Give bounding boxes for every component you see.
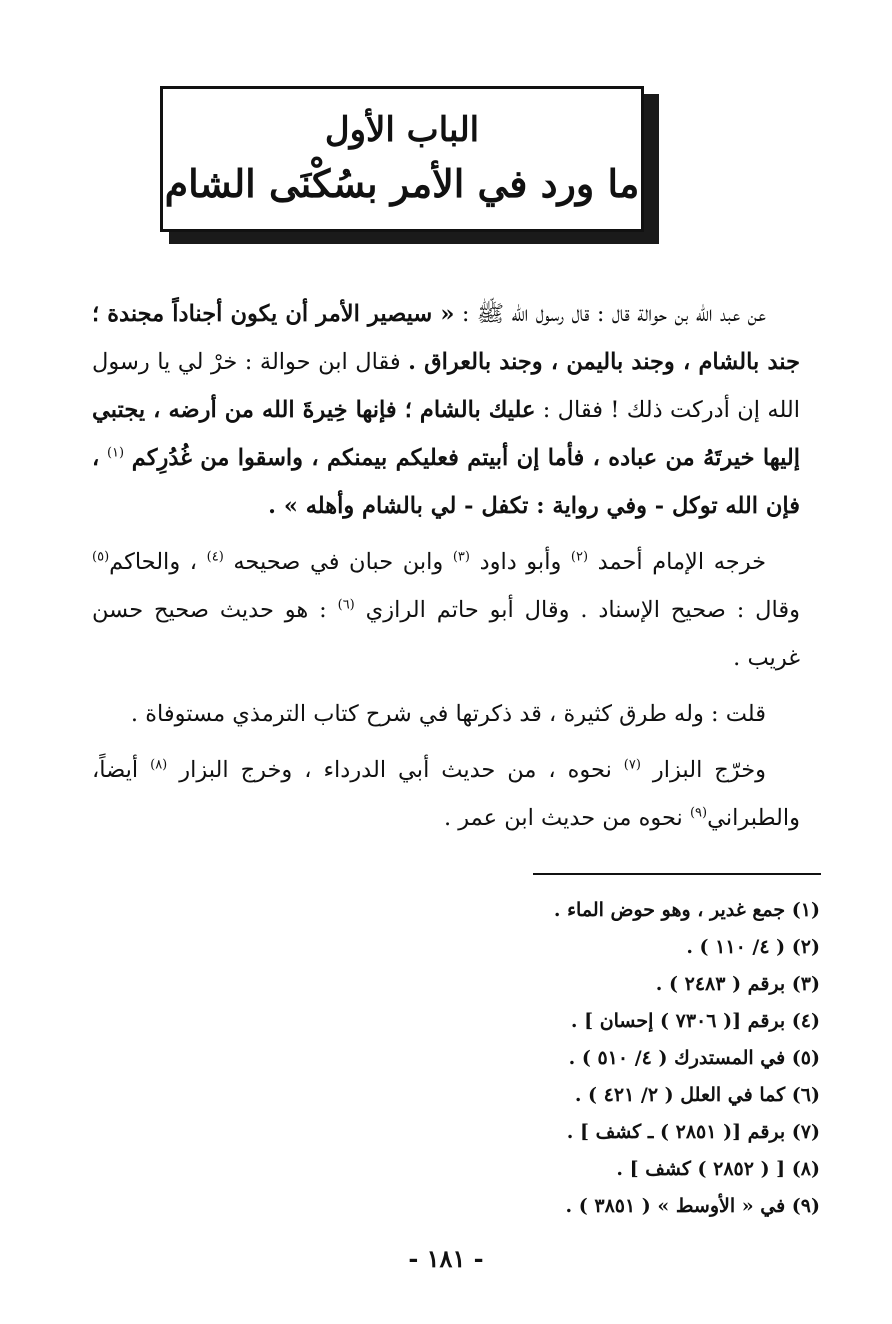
footnote-8: (٨) [ ( ٢٨٥٢ ) كشف ] . [616, 1158, 820, 1180]
hadith-intro: عن عبد الله بن حوالة قال : قال رسول الله ﷺ : [461, 301, 766, 327]
paragraph-other-narrations [92, 746, 800, 842]
hadith-quote-b: عليك بالشام ؛ فإنها خِيرةَ الله من أرضه ، يجتبي إليها خيرتَهُ من عباده ، فأما إن أبيتم فعليكم بيمنكم ، واسقوا من غُدُرِكم [92, 397, 800, 471]
main-text [92, 290, 800, 850]
takhrij-text-2: وأبو داود [479, 549, 562, 575]
hadith-mid: فقال ابن حوالة : خرْ لي يا رسول الله إن أدركت ذلك ! فقال : [92, 349, 800, 423]
footnote-9: (٩) في « الأوسط » ( ٣٨٥١ ) . [565, 1195, 820, 1217]
chapter-title-box [160, 86, 644, 232]
hadith-quote-a: « سيصير الأمر أن يكون أجناداً مجندة ؛ جند بالشام ، وجند باليمن ، وجند بالعراق . [92, 301, 800, 375]
footnote-6: (٦) كما في العلل ( ٢/ ٤٢١ ) . [574, 1084, 820, 1106]
footnote-ref-6[interactable]: (٦) [337, 597, 355, 613]
narration-text-3: أيضاً، والطبراني [92, 757, 800, 831]
chapter-title: الباب الأول [324, 110, 480, 151]
takhrij-text-5: وقال : صحيح الإسناد . وقال أبو حاتم الرازي [365, 597, 800, 623]
hadith-quote-c: ، فإن الله توكل - وفي رواية : تكفل - لي بالشام وأهله » . [92, 445, 800, 519]
takhrij-text-6: : هو حديث صحيح حسن غريب . [92, 597, 800, 671]
footnote-ref-9[interactable]: (٩) [689, 805, 708, 821]
paragraph-note: قلت : وله طرق كثيرة ، قد ذكرتها في شرح كتاب الترمذي مستوفاة . [130, 701, 766, 727]
paragraph-hadith [92, 290, 800, 530]
footnote-separator [533, 873, 821, 875]
footnote-ref-2[interactable]: (٢) [570, 549, 589, 565]
footnote-ref-1[interactable]: (١) [106, 445, 125, 461]
footnote-4: (٤) برقم [( ٧٣٠٦ ) إحسان ] . [570, 1010, 820, 1032]
chapter-subtitle: ما ورد في الأمر بسُكْنَى الشام [164, 161, 640, 207]
footnote-3: (٣) برقم ( ٢٤٨٣ ) . [655, 973, 820, 995]
footnote-7: (٧) برقم [( ٢٨٥١ ) ـ كشف ] . [566, 1121, 820, 1143]
narration-text-4: نحوه من حديث ابن عمر . [443, 805, 683, 831]
paragraph-takhrij [92, 538, 800, 682]
footnote-1: (١) جمع غدير ، وهو حوض الماء . [553, 899, 820, 921]
footnote-ref-7[interactable]: (٧) [623, 757, 641, 773]
footnotes-list [400, 892, 820, 1225]
takhrij-text-4: ، والحاكم [109, 549, 198, 575]
page-number: - ١٨١ - [408, 1244, 484, 1273]
footnote-ref-8[interactable]: (٨) [150, 757, 168, 773]
footnote-ref-4[interactable]: (٤) [206, 549, 224, 565]
footnote-ref-3[interactable]: (٣) [452, 549, 470, 565]
footnote-ref-5[interactable]: (٥) [92, 549, 110, 565]
narration-text-1: وخرّج البزار [652, 757, 766, 783]
narration-text-2: نحوه ، من حديث أبي الدرداء ، وخرج البزار [179, 757, 612, 783]
footnote-2: (٢) ( ٤/ ١١٠ ) . [686, 936, 820, 958]
takhrij-text-3: وابن حبان في صحيحه [233, 549, 444, 575]
takhrij-text-1: خرجه الإمام أحمد [597, 549, 767, 575]
footnote-5: (٥) في المستدرك ( ٤/ ٥١٠ ) . [568, 1047, 820, 1069]
